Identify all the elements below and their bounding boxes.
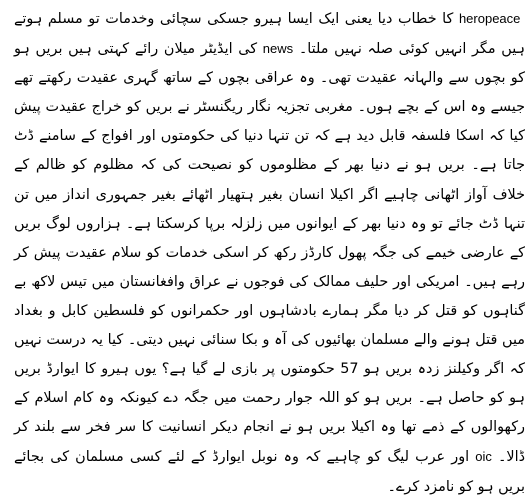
english-word-hero: hero — [458, 11, 485, 26]
article-text-segment: کی ایڈیٹر میلان رائے کہتی ہیں بریں ہو کو بچوں سے والہانہ عقیدت تھی۔ وہ عراقی بچوں کے ساتھ گہری عقیدت رکھتے تھے جیسے وہ اس کے بچے ہوں۔ مغربی تجزیہ نگار ریگنسٹر نے بریں کو خراج عقیدت پیش کیا کہ اسکا فلسفہ قابل دید ہے کہ تن تنہا دنیا کی حکومتوں اور افواج کے سامنے ڈٹ جاتا ہے۔ بریں ہو نے دنیا بھر کے مظلوموں کو نصیحت کی کہ مظلوم کو ظالم کے خلاف آواز اٹھانی چاہیے اگر اکیلا انسان بغیر ہتھیار اٹھائے بغیر جمہوری انداز میں تن تنہا ڈٹ جائے تو وہ دنیا بھر کے ایوانوں میں زلزلہ برپا کرسکتا ہے۔ ہزاروں لوگ بریں کے عارضی خیمے کی جگہ پھول کارڈز رکھ کر اسکی خدمات کو سلام عقیدت پیش کر رہے ہیں۔ امریکی اور حلیف ممالک کی فوجوں نے عراق وافغانستان میں تیس لاکھ بے گناہوں کو قتل کر دیا مگر ہمارے بادشاہوں اور حکمرانوں کو فلسطین کابل و بغداد میں قتل ہونے والے مسلمان بھائیوں کی آہ و بکا سنائی نہیں دیتی۔ کیا یہ درست نہیں کہ اگر وکیلنز زدہ بریں ہو 57 حکومتوں پر بازی لے گیا ہے؟ یوں ہیرو کا ایوارڈ بریں ہو کو حاصل ہے۔ بریں ہو کو اللہ جوار رحمت میں جگہ دے کیونکہ وہ کام اسلام کے رکھوالوں کے ذمے تھا وہ اکیلا بریں ہو نے انجام دیکر انسانیت کا سر فخر سے بلند کر ڈالا۔ — [14, 41, 525, 466]
article-text-segment: کا خطاب دیا یعنی ایک ایسا ہیرو جسکی سچائی وخدمات تو مسلم ہوتے ہیں مگر انہیں کوئی صلہ نہیں ملتا۔ — [14, 11, 525, 58]
article-text-segment: اور عرب لیگ کو چاہیے کہ وہ نوبل ایوارڈ کے لئے کسی مسلمان کی بجائے بریں ہو کو نامزد کرے۔ — [14, 449, 525, 495]
english-word-oic: oic — [475, 449, 492, 465]
article-body — [14, 4, 525, 502]
english-word-news: news — [262, 41, 294, 57]
english-word-peace: peace — [484, 11, 525, 26]
